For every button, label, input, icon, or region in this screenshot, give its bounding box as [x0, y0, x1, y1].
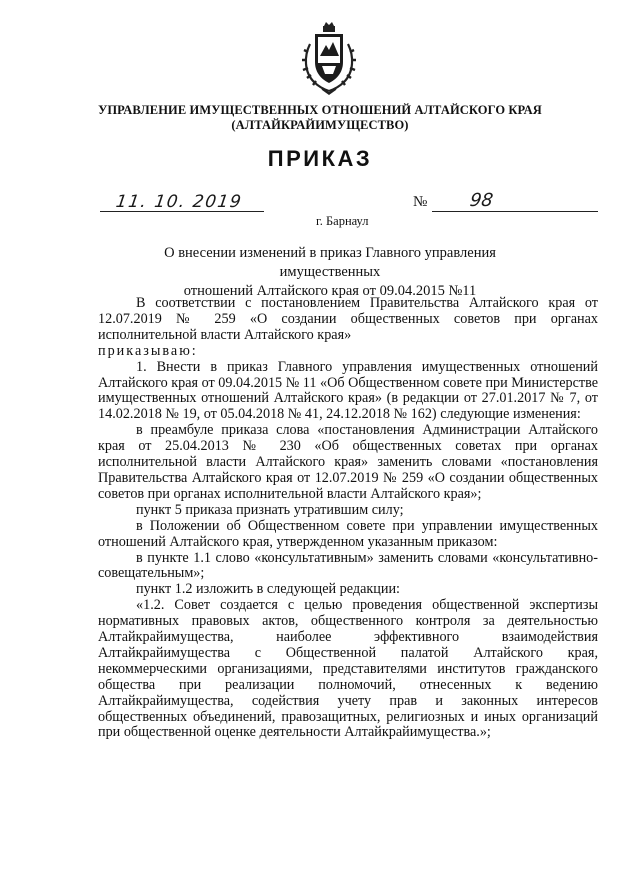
paragraph-item-1-2-text: «1.2. Совет создается с целью проведения общественной экспертизы нормативных правовых актов, общественного контроля за деятельностью Алтайкрайимущества, наиболее эффективного взаимодействия Алтайкрайимущества с Общественной палатой Алтайского края, некоммерческими организациями, представителями институтов гражданского общества при реализации полномочий, отнесенных к ведению Алтайкрайимущества, содействия учету прав и законных интересов общественных объединений, правозащитных, религиозных и иных организаций при общественной оценке деятельности Алтайкрайимущества.»;: [98, 597, 598, 741]
order-date: 11. 10. 2019: [114, 192, 244, 212]
paragraph-item-1: 1. Внести в приказ Главного управления имущественных отношений Алтайского края от 09.04.2015 № 11 «Об Общественном совете при Министерстве имущественных отношений Алтайского края» (в редакции от 27.01.2017 № 7, от 14.02.2018 № 19, от 05.04.2018 № 41, 24.12.2018 № 162) следующие изменения:: [98, 358, 598, 423]
organization-name: УПРАВЛЕНИЕ ИМУЩЕСТВЕННЫХ ОТНОШЕНИЙ АЛТАЙСКОГО КРАЯ: [98, 103, 542, 117]
paragraph-preamble-change: в преамбуле приказа слова «постановления Администрации Алтайского края от 25.04.2013 № 230 «Об общественных советах при органах исполнительной власти Алтайского края» заменить словами «постановления Правительства Алтайского края от 12.07.2019 № 259 «О создании общественных советов при органах исполнительной власти Алтайского края»;: [98, 422, 598, 502]
altai-krai-coat-of-arms-icon: [300, 20, 358, 96]
organization-short-name: (АЛТАЙКРАЙИМУЩЕСТВО): [231, 118, 409, 132]
paragraph-item-5-void: пункт 5 приказа признать утратившим силу;: [136, 501, 404, 518]
paragraph-item-1-2-intro: пункт 1.2 изложить в следующей редакции:: [136, 581, 400, 598]
paragraph-order-word: приказываю:: [98, 342, 198, 359]
order-number: 98: [468, 190, 495, 211]
number-underline: [432, 211, 598, 212]
subject-line-1: О внесении изменений в приказ Главного управления имущественных: [164, 245, 496, 280]
document-body: [98, 296, 598, 741]
paragraph-item-1-1: в пункте 1.1 слово «консультативным» заменить словами «консультативно-совещательным»;: [98, 549, 598, 582]
document-title: ПРИКАЗ: [267, 146, 373, 171]
paragraph-regulation-intro: в Положении об Общественном совете при управлении имущественных отношений Алтайского края, утвержденном указанным приказом:: [98, 517, 598, 550]
city-name: г. Барнаул: [316, 214, 369, 228]
order-subject: [120, 244, 540, 301]
number-sign: №: [413, 194, 428, 210]
subject-line-2: отношений Алтайского края от 09.04.2015 №11: [183, 283, 477, 299]
paragraph-preamble: В соответствии с постановлением Правительства Алтайского края от 12.07.2019 № 259 «О создании общественных советов при органах исполнительной власти Алтайского края»: [98, 295, 598, 343]
